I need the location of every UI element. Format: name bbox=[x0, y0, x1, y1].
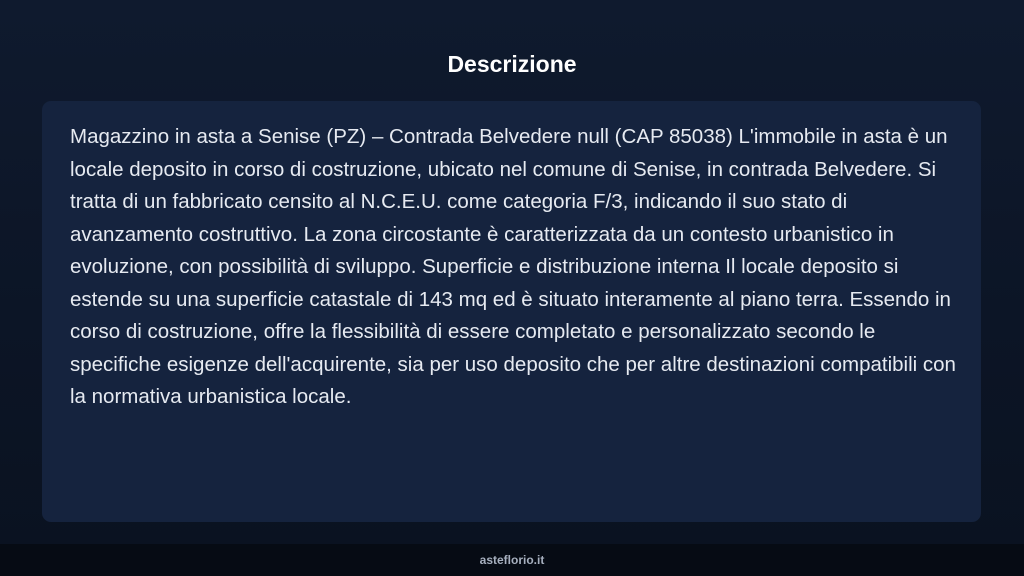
page-title: Descrizione bbox=[447, 51, 577, 77]
footer-bar bbox=[0, 544, 1024, 576]
description-text: Magazzino in asta a Senise (PZ) – Contrada Belvedere null (CAP 85038) L'immobile in asta è un locale deposito in corso di costruzione, ubicato nel comune di Senise, in contrada Belvedere. Si tratta di un fabbricato censito al N.C.E.U. come categoria F/3, indicando il suo stato di avanzamento costruttivo. La zona circostante è caratterizzata da un contesto urbanistico in evoluzione, con possibilità di sviluppo. Superficie e distribuzione interna Il locale deposito si estende su una superficie catastale di 143 mq ed è situato interamente al piano terra. Essendo in corso di costruzione, offre la flessibilità di essere completato e personalizzato secondo le specifiche esigenze dell'acquirente, sia per uso deposito che per altre destinazioni compatibili con la normativa urbanistica locale. bbox=[70, 125, 956, 408]
footer-brand: asteflorio.it bbox=[479, 553, 545, 567]
description-card bbox=[42, 101, 981, 522]
